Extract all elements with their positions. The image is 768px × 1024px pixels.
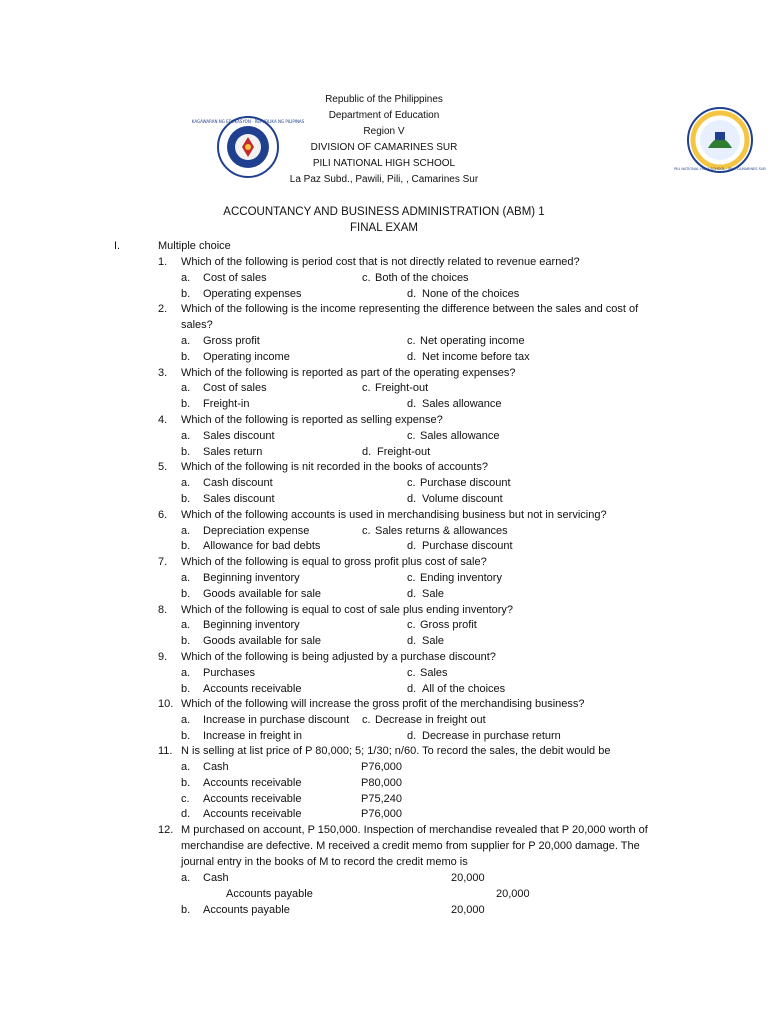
option-letter: c. — [362, 382, 371, 394]
option-letter: a. — [181, 667, 191, 679]
option-letter: d. — [181, 808, 191, 820]
option-letter: d. — [362, 446, 372, 458]
option-letter: d. — [407, 398, 417, 410]
option-c: Freight-out — [375, 382, 429, 394]
option-c: Purchase discount — [420, 477, 511, 489]
journal-debit-amount: 20,000 — [451, 904, 485, 916]
option-letter: a. — [181, 714, 191, 726]
question-number: 11. — [158, 745, 173, 757]
option-letter: c. — [407, 430, 416, 442]
option-letter: a. — [181, 272, 191, 284]
question-text-line: Which of the following is nit recorded in the books of accounts? — [181, 461, 488, 473]
option-letter: b. — [181, 446, 191, 458]
question-text-line: Which of the following is reported as part of the operating expenses? — [181, 367, 516, 379]
header-republic: Republic of the Philippines — [325, 94, 443, 105]
question-number: 6. — [158, 509, 168, 521]
option-letter: a. — [181, 572, 191, 584]
option-letter: d. — [407, 730, 417, 742]
option-c: Sales returns & allowances — [375, 525, 508, 537]
option-a: Cost of sales — [203, 272, 267, 284]
question-number: 10. — [158, 698, 174, 710]
option-letter: d. — [407, 493, 417, 505]
option-a: Cash discount — [203, 477, 273, 489]
option-letter: d. — [407, 635, 417, 647]
deped-seal-text: KAGAWARAN NG EDUKASYON · REPUBLIKA NG PILIPINAS — [191, 119, 305, 124]
option-letter: b. — [181, 730, 191, 742]
option-a: Cost of sales — [203, 382, 267, 394]
question-number: 8. — [158, 604, 168, 616]
option-letter: c. — [407, 477, 416, 489]
option-letter: b. — [181, 540, 191, 552]
option-d: Decrease in purchase return — [422, 730, 561, 742]
option-letter: d. — [407, 683, 417, 695]
option-c: Sales — [420, 667, 448, 679]
option-letter: c. — [407, 572, 416, 584]
option-d: None of the choices — [422, 288, 520, 300]
option-letter: c. — [407, 619, 416, 631]
section-label: Multiple choice — [158, 240, 231, 252]
option-letter: c. — [362, 714, 371, 726]
question-number: 12. — [158, 824, 174, 836]
option-b: Operating income — [203, 351, 290, 363]
option-letter: b. — [181, 493, 191, 505]
header-school: PILI NATIONAL HIGH SCHOOL — [312, 158, 456, 169]
option-b: Operating expenses — [203, 288, 302, 300]
question-text-line: Which of the following is equal to cost of sale plus ending inventory? — [181, 604, 514, 616]
option-letter: b. — [181, 588, 191, 600]
pnhs-seal-logo — [674, 106, 766, 174]
option-d: Freight-out — [377, 446, 431, 458]
question-text-line: Which of the following is reported as selling expense? — [181, 414, 443, 426]
question-text-line: Which of the following will increase the gross profit of the merchandising business? — [181, 698, 585, 710]
option-d: Sales allowance — [422, 398, 502, 410]
option-c: Decrease in freight out — [375, 714, 486, 726]
option-c: Both of the choices — [375, 272, 469, 284]
option-letter: a. — [181, 872, 191, 884]
question-text: N is selling at list price of P 80,000; 5; 1/30; n/60. To record the sales, the debit would be — [181, 745, 611, 757]
option-d: Volume discount — [422, 493, 503, 505]
option-letter: c. — [407, 335, 416, 347]
exam-subject-title: ACCOUNTANCY AND BUSINESS ADMINISTRATION (ABM) 1 — [223, 206, 545, 218]
option-b: Sales return — [203, 446, 263, 458]
journal-debit-account: Cash — [203, 872, 229, 884]
option-account: Accounts receivable — [203, 808, 302, 820]
option-letter: d. — [407, 288, 417, 300]
journal-debit-amount: 20,000 — [451, 872, 485, 884]
option-a: Depreciation expense — [203, 525, 310, 537]
question-text-line: merchandise are defective. M received a credit memo from supplier for P 20,000 damage. The — [181, 840, 640, 852]
question-number: 7. — [158, 556, 168, 568]
question-text-line: Which of the following is the income representing the difference between the sales and cost of — [181, 303, 639, 315]
option-a: Purchases — [203, 667, 255, 679]
option-letter: b. — [181, 351, 191, 363]
option-b: Increase in freight in — [203, 730, 303, 742]
option-letter: c. — [362, 272, 371, 284]
section-numeral: I. — [114, 240, 121, 252]
option-letter: a. — [181, 525, 191, 537]
option-letter: a. — [181, 430, 191, 442]
header-address: La Paz Subd., Pawili, Pili, , Camarines Sur — [289, 174, 479, 185]
option-b: Allowance for bad debts — [203, 540, 321, 552]
pnhs-seal-text: PILI NATIONAL HIGH SCHOOL · PILI, CAMARINES SUR — [674, 167, 766, 171]
option-c: Sales allowance — [420, 430, 500, 442]
option-letter: d. — [407, 540, 417, 552]
option-amount: P75,240 — [361, 793, 402, 805]
header-region: Region V — [363, 126, 405, 137]
option-d: Purchase discount — [422, 540, 513, 552]
option-a: Sales discount — [203, 430, 275, 442]
option-letter: b. — [181, 398, 191, 410]
option-letter: c. — [181, 793, 190, 805]
option-letter: a. — [181, 477, 191, 489]
option-amount: P80,000 — [361, 777, 402, 789]
option-d: Sale — [422, 588, 445, 600]
option-letter: a. — [181, 335, 191, 347]
option-c: Ending inventory — [420, 572, 502, 584]
option-b: Freight-in — [203, 398, 250, 410]
header-division: DIVISION OF CAMARINES SUR — [310, 142, 458, 153]
option-letter: c. — [407, 667, 416, 679]
option-a: Beginning inventory — [203, 572, 300, 584]
question-text-line: Which of the following is equal to gross profit plus cost of sale? — [181, 556, 487, 568]
option-letter: b. — [181, 288, 191, 300]
option-letter: a. — [181, 382, 191, 394]
question-number: 5. — [158, 461, 168, 473]
exam-final-title: FINAL EXAM — [350, 222, 418, 234]
question-number: 4. — [158, 414, 168, 426]
option-c: Net operating income — [420, 335, 525, 347]
option-d: All of the choices — [422, 683, 506, 695]
option-letter: b. — [181, 904, 191, 916]
option-a: Gross profit — [203, 335, 260, 347]
journal-credit-amount: 20,000 — [496, 888, 530, 900]
journal-debit-account: Accounts payable — [203, 904, 290, 916]
option-letter: a. — [181, 761, 191, 773]
option-letter: d. — [407, 588, 417, 600]
question-text-line: Which of the following is period cost that is not directly related to revenue earned? — [181, 256, 580, 268]
option-account: Accounts receivable — [203, 793, 302, 805]
option-b: Goods available for sale — [203, 588, 322, 600]
option-amount: P76,000 — [361, 808, 402, 820]
option-letter: b. — [181, 777, 191, 789]
option-d: Net income before tax — [422, 351, 530, 363]
question-number: 1. — [158, 256, 168, 268]
option-a: Increase in purchase discount — [203, 714, 350, 726]
option-account: Cash — [203, 761, 229, 773]
option-letter: b. — [181, 635, 191, 647]
option-letter: b. — [181, 683, 191, 695]
option-letter: d. — [407, 351, 417, 363]
question-text-line: Which of the following is being adjusted by a purchase discount? — [181, 651, 496, 663]
option-c: Gross profit — [420, 619, 477, 631]
question-number: 2. — [158, 303, 168, 315]
journal-credit-account: Accounts payable — [226, 888, 313, 900]
question-text-line: M purchased on account, P 150,000. Inspection of merchandise revealed that P 20,000 worth of — [181, 824, 648, 836]
option-letter: c. — [362, 525, 371, 537]
option-letter: a. — [181, 619, 191, 631]
option-amount: P76,000 — [361, 761, 402, 773]
question-text-line: Which of the following accounts is used in merchandising business but not in servicing? — [181, 509, 607, 521]
option-b: Accounts receivable — [203, 683, 302, 695]
option-d: Sale — [422, 635, 445, 647]
question-number: 3. — [158, 367, 168, 379]
option-a: Beginning inventory — [203, 619, 300, 631]
question-text-line: journal entry in the books of M to record the credit memo is — [181, 856, 468, 868]
header-department: Department of Education — [328, 110, 440, 121]
deped-seal-logo — [191, 116, 305, 178]
option-b: Goods available for sale — [203, 635, 322, 647]
option-account: Accounts receivable — [203, 777, 302, 789]
option-b: Sales discount — [203, 493, 275, 505]
question-text-line: sales? — [181, 319, 213, 331]
question-number: 9. — [158, 651, 168, 663]
